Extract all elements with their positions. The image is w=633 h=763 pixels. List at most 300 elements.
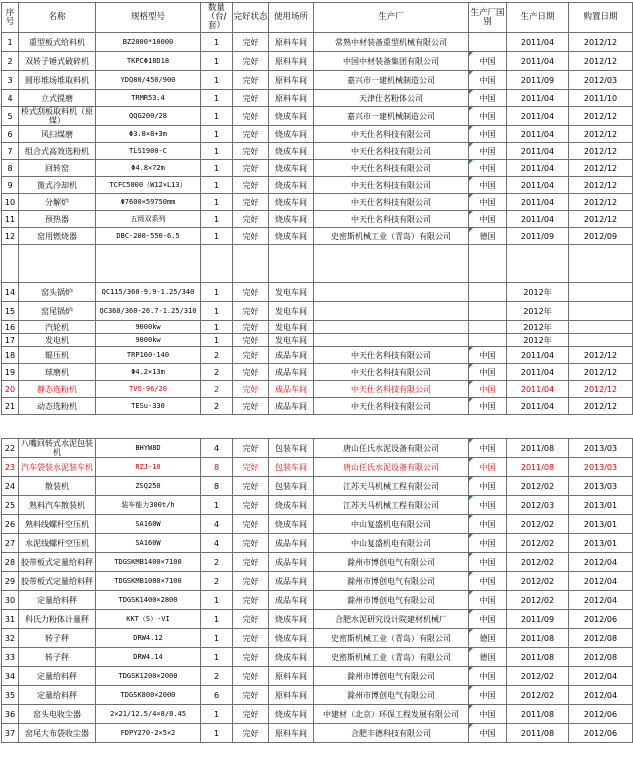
cell-maker: 中建材（北京）环保工程发展有限公司 bbox=[314, 705, 469, 724]
cell-no: 10 bbox=[2, 194, 19, 211]
cell-maker: 天津仕名粉体公司 bbox=[314, 90, 469, 107]
cell-place: 成品车间 bbox=[269, 364, 314, 381]
cell-date: 2012/02 bbox=[507, 572, 569, 591]
table-row bbox=[2, 334, 633, 347]
cell-qty: 2 bbox=[201, 381, 233, 398]
cell-buy: 2012/08 bbox=[569, 629, 633, 648]
cell-name: 散装机 bbox=[19, 477, 96, 496]
cell-date: 2011/08 bbox=[507, 705, 569, 724]
cell-state: 完好 bbox=[233, 381, 269, 398]
table-row bbox=[2, 283, 633, 302]
cell-no: 21 bbox=[2, 398, 19, 415]
cell-name: 窑头电收尘器 bbox=[19, 705, 96, 724]
cell-qty: 1 bbox=[201, 629, 233, 648]
cell-model: TDGSK1400×2800 bbox=[96, 591, 201, 610]
table-row bbox=[2, 126, 633, 143]
cell-maker: 中天仕名科技有限公司 bbox=[314, 160, 469, 177]
cell-name: 双转子锤式破碎机 bbox=[19, 52, 96, 71]
cell-maker: 史密斯机械工业（青岛）有限公司 bbox=[314, 629, 469, 648]
cell-place: 烧成车间 bbox=[269, 705, 314, 724]
cell-country bbox=[469, 33, 507, 52]
cell-state: 完好 bbox=[233, 177, 269, 194]
cell-buy bbox=[569, 245, 633, 283]
cell-no bbox=[2, 245, 19, 283]
cell-buy bbox=[569, 302, 633, 321]
cell-qty: 1 bbox=[201, 334, 233, 347]
col-header-state: 完好状态 bbox=[233, 3, 269, 33]
table-row bbox=[2, 211, 633, 228]
cell-qty: 4 bbox=[201, 515, 233, 534]
cell-model: 2×21/12.5/4×8/0.45 bbox=[96, 705, 201, 724]
cell-state: 完好 bbox=[233, 194, 269, 211]
cell-name: 定量给料秤 bbox=[19, 667, 96, 686]
cell-buy bbox=[569, 283, 633, 302]
cell-model: DRW4.14 bbox=[96, 648, 201, 667]
cell-no: 36 bbox=[2, 705, 19, 724]
cell-state bbox=[233, 245, 269, 283]
cell-maker: 合肥水泥研究设计院建材机械厂 bbox=[314, 610, 469, 629]
table-row bbox=[2, 667, 633, 686]
cell-qty: 4 bbox=[201, 534, 233, 553]
cell-date: 2011/08 bbox=[507, 648, 569, 667]
table-row bbox=[2, 724, 633, 743]
cell-place: 烧成车间 bbox=[269, 496, 314, 515]
table-row bbox=[2, 648, 633, 667]
cell-qty: 1 bbox=[201, 283, 233, 302]
cell-buy: 2012/12 bbox=[569, 52, 633, 71]
col-header-place: 使用场所 bbox=[269, 3, 314, 33]
cell-qty: 1 bbox=[201, 591, 233, 610]
cell-date: 2012/02 bbox=[507, 553, 569, 572]
cell-name: 组合式高效选粉机 bbox=[19, 143, 96, 160]
cell-maker: 滁州市博创电气有限公司 bbox=[314, 553, 469, 572]
cell-qty: 1 bbox=[201, 143, 233, 160]
cell-no: 16 bbox=[2, 321, 19, 334]
cell-no: 34 bbox=[2, 667, 19, 686]
cell-name: 科氏力粉体计量秤 bbox=[19, 610, 96, 629]
cell-place: 烧成车间 bbox=[269, 177, 314, 194]
cell-buy: 2012/12 bbox=[569, 398, 633, 415]
cell-state: 完好 bbox=[233, 629, 269, 648]
cell-buy: 2012/12 bbox=[569, 211, 633, 228]
cell-date: 2011/09 bbox=[507, 610, 569, 629]
col-header-no: 序号 bbox=[2, 3, 19, 33]
cell-country bbox=[469, 302, 507, 321]
cell-no: 31 bbox=[2, 610, 19, 629]
cell-model: 9000kw bbox=[96, 321, 201, 334]
cell-maker: 唐山任氏水泥设备有限公司 bbox=[314, 458, 469, 477]
cell-qty: 1 bbox=[201, 194, 233, 211]
cell-name: 发电机 bbox=[19, 334, 96, 347]
cell-model: KKT（S）-VI bbox=[96, 610, 201, 629]
cell-maker: 唐山任氏水泥设备有限公司 bbox=[314, 439, 469, 458]
cell-no: 28 bbox=[2, 553, 19, 572]
cell-buy: 2012/12 bbox=[569, 107, 633, 126]
cell-no: 33 bbox=[2, 648, 19, 667]
cell-state: 完好 bbox=[233, 347, 269, 364]
cell-place: 烧成车间 bbox=[269, 126, 314, 143]
cell-name: 静态选粉机 bbox=[19, 381, 96, 398]
cell-model: RZJ-10 bbox=[96, 458, 201, 477]
cell-date: 2012/02 bbox=[507, 667, 569, 686]
cell-place: 发电车间 bbox=[269, 302, 314, 321]
cell-state: 完好 bbox=[233, 572, 269, 591]
cell-date: 2011/09 bbox=[507, 71, 569, 90]
table-row bbox=[2, 553, 633, 572]
cell-place: 成品车间 bbox=[269, 534, 314, 553]
cell-country: 中国 bbox=[469, 194, 507, 211]
cell-place: 烧成车间 bbox=[269, 515, 314, 534]
cell-no: 11 bbox=[2, 211, 19, 228]
cell-country: 中国 bbox=[469, 211, 507, 228]
cell-place: 原料车间 bbox=[269, 667, 314, 686]
cell-buy: 2012/12 bbox=[569, 177, 633, 194]
cell-place: 成品车间 bbox=[269, 347, 314, 364]
cell-no: 12 bbox=[2, 228, 19, 245]
cell-model: TDGSKMB1000×7100 bbox=[96, 572, 201, 591]
cell-buy: 2012/12 bbox=[569, 194, 633, 211]
cell-maker: 中国中材装备集团有限公司 bbox=[314, 52, 469, 71]
cell-place: 原料车间 bbox=[269, 90, 314, 107]
table-row bbox=[2, 228, 633, 245]
cell-country: 中国 bbox=[469, 381, 507, 398]
cell-place: 原料车间 bbox=[269, 71, 314, 90]
cell-qty: 1 bbox=[201, 160, 233, 177]
cell-place: 烧成车间 bbox=[269, 143, 314, 160]
table-body-1 bbox=[2, 33, 633, 415]
cell-date: 2011/04 bbox=[507, 177, 569, 194]
cell-no: 1 bbox=[2, 33, 19, 52]
cell-country: 中国 bbox=[469, 705, 507, 724]
cell-model: TCFC5000（W12×L13） bbox=[96, 177, 201, 194]
cell-buy: 2012/04 bbox=[569, 553, 633, 572]
cell-qty: 2 bbox=[201, 398, 233, 415]
cell-no: 14 bbox=[2, 283, 19, 302]
cell-country: 中国 bbox=[469, 667, 507, 686]
cell-place: 发电车间 bbox=[269, 283, 314, 302]
cell-date: 2011/08 bbox=[507, 724, 569, 743]
cell-state: 完好 bbox=[233, 439, 269, 458]
cell-qty: 2 bbox=[201, 364, 233, 381]
cell-no: 4 bbox=[2, 90, 19, 107]
cell-name: 桥式刮板取料机（原煤） bbox=[19, 107, 96, 126]
cell-model: SA160W bbox=[96, 515, 201, 534]
cell-name: 动态选粉机 bbox=[19, 398, 96, 415]
cell-country: 中国 bbox=[469, 534, 507, 553]
cell-no: 29 bbox=[2, 572, 19, 591]
cell-place: 包装车间 bbox=[269, 458, 314, 477]
cell-date: 2012/02 bbox=[507, 534, 569, 553]
cell-buy: 2012/06 bbox=[569, 610, 633, 629]
cell-model: 五级双系列 bbox=[96, 211, 201, 228]
cell-date: 2012/02 bbox=[507, 477, 569, 496]
cell-model: DRW4.12 bbox=[96, 629, 201, 648]
table-row bbox=[2, 177, 633, 194]
cell-maker: 史密斯机械工业（青岛）有限公司 bbox=[314, 648, 469, 667]
cell-country bbox=[469, 321, 507, 334]
cell-qty: 1 bbox=[201, 90, 233, 107]
cell-no: 27 bbox=[2, 534, 19, 553]
cell-state: 完好 bbox=[233, 71, 269, 90]
cell-name: 汽轮机 bbox=[19, 321, 96, 334]
cell-place: 发电车间 bbox=[269, 321, 314, 334]
cell-state: 完好 bbox=[233, 496, 269, 515]
cell-state: 完好 bbox=[233, 302, 269, 321]
cell-state: 完好 bbox=[233, 667, 269, 686]
cell-country: 中国 bbox=[469, 71, 507, 90]
cell-country: 中国 bbox=[469, 364, 507, 381]
cell-date: 2011/04 bbox=[507, 381, 569, 398]
cell-maker: 中天仕名科技有限公司 bbox=[314, 364, 469, 381]
cell-qty: 2 bbox=[201, 667, 233, 686]
cell-model: TLS1900-C bbox=[96, 143, 201, 160]
cell-place: 成品车间 bbox=[269, 591, 314, 610]
cell-state: 完好 bbox=[233, 515, 269, 534]
cell-name: 水泥线螺杆空压机 bbox=[19, 534, 96, 553]
cell-no: 17 bbox=[2, 334, 19, 347]
cell-buy: 2013/01 bbox=[569, 534, 633, 553]
cell-qty: 8 bbox=[201, 458, 233, 477]
cell-maker: 中天仕名科技有限公司 bbox=[314, 177, 469, 194]
cell-maker: 江苏天马机械工程有限公司 bbox=[314, 477, 469, 496]
cell-country: 中国 bbox=[469, 686, 507, 705]
cell-name: 汽车袋装水泥装车机 bbox=[19, 458, 96, 477]
cell-no: 15 bbox=[2, 302, 19, 321]
cell-model bbox=[96, 245, 201, 283]
table-body-2 bbox=[2, 439, 633, 743]
cell-maker: 嘉兴市一建机械制造公司 bbox=[314, 107, 469, 126]
cell-maker: 中天仕名科技有限公司 bbox=[314, 381, 469, 398]
cell-country: 中国 bbox=[469, 347, 507, 364]
cell-name: 窑用燃烧器 bbox=[19, 228, 96, 245]
cell-no: 6 bbox=[2, 126, 19, 143]
cell-qty: 2 bbox=[201, 572, 233, 591]
cell-buy: 2012/12 bbox=[569, 160, 633, 177]
cell-name: 窑尾大布袋收尘器 bbox=[19, 724, 96, 743]
cell-model: ZSQ250 bbox=[96, 477, 201, 496]
cell-buy: 2011/10 bbox=[569, 90, 633, 107]
cell-qty: 6 bbox=[201, 686, 233, 705]
cell-date: 2011/09 bbox=[507, 228, 569, 245]
cell-state: 完好 bbox=[233, 228, 269, 245]
cell-place: 原料车间 bbox=[269, 33, 314, 52]
cell-state: 完好 bbox=[233, 724, 269, 743]
cell-model: Φ4.2×13m bbox=[96, 364, 201, 381]
cell-place: 烧成车间 bbox=[269, 194, 314, 211]
cell-state: 完好 bbox=[233, 553, 269, 572]
cell-no: 26 bbox=[2, 515, 19, 534]
cell-date bbox=[507, 245, 569, 283]
cell-name: 篦式冷却机 bbox=[19, 177, 96, 194]
cell-buy: 2012/12 bbox=[569, 126, 633, 143]
cell-buy: 2013/03 bbox=[569, 439, 633, 458]
cell-model: Φ3.8×8+3m bbox=[96, 126, 201, 143]
cell-country: 中国 bbox=[469, 143, 507, 160]
cell-name: 胶带板式定量给料秤 bbox=[19, 553, 96, 572]
cell-country: 中国 bbox=[469, 496, 507, 515]
cell-country: 中国 bbox=[469, 724, 507, 743]
cell-name: 窑尾锅炉 bbox=[19, 302, 96, 321]
table-row bbox=[2, 398, 633, 415]
cell-state: 完好 bbox=[233, 107, 269, 126]
cell-no: 8 bbox=[2, 160, 19, 177]
cell-no: 9 bbox=[2, 177, 19, 194]
cell-name: 预热器 bbox=[19, 211, 96, 228]
table-row bbox=[2, 686, 633, 705]
table-row bbox=[2, 572, 633, 591]
cell-date: 2012年 bbox=[507, 334, 569, 347]
cell-maker: 中天仕名科技有限公司 bbox=[314, 194, 469, 211]
table-row bbox=[2, 33, 633, 52]
cell-name: 八嘴回转式水泥包装机 bbox=[19, 439, 96, 458]
cell-place: 包装车间 bbox=[269, 439, 314, 458]
cell-country bbox=[469, 283, 507, 302]
header-row bbox=[2, 3, 633, 33]
cell-date: 2012/02 bbox=[507, 515, 569, 534]
cell-maker: 江苏天马机械工程有限公司 bbox=[314, 496, 469, 515]
cell-state: 完好 bbox=[233, 33, 269, 52]
table-row bbox=[2, 194, 633, 211]
cell-qty: 1 bbox=[201, 705, 233, 724]
table-row bbox=[2, 534, 633, 553]
cell-qty: 1 bbox=[201, 71, 233, 90]
cell-qty: 1 bbox=[201, 107, 233, 126]
table-row bbox=[2, 107, 633, 126]
cell-name: 定量给料秤 bbox=[19, 591, 96, 610]
cell-maker: 中天仕名科技有限公司 bbox=[314, 126, 469, 143]
col-header-name: 名称 bbox=[19, 3, 96, 33]
col-header-maker: 生产厂 bbox=[314, 3, 469, 33]
cell-qty: 1 bbox=[201, 33, 233, 52]
cell-model: BZ2000*10000 bbox=[96, 33, 201, 52]
cell-country bbox=[469, 245, 507, 283]
cell-state: 完好 bbox=[233, 283, 269, 302]
cell-buy: 2012/08 bbox=[569, 648, 633, 667]
cell-country: 中国 bbox=[469, 126, 507, 143]
cell-date: 2011/04 bbox=[507, 211, 569, 228]
cell-buy: 2012/04 bbox=[569, 572, 633, 591]
cell-model: Φ7600×59750mm bbox=[96, 194, 201, 211]
table-row bbox=[2, 321, 633, 334]
cell-country: 中国 bbox=[469, 610, 507, 629]
cell-place: 原料车间 bbox=[269, 724, 314, 743]
cell-no: 18 bbox=[2, 347, 19, 364]
cell-country: 中国 bbox=[469, 553, 507, 572]
cell-no: 30 bbox=[2, 591, 19, 610]
cell-maker: 滁州市博创电气有限公司 bbox=[314, 572, 469, 591]
cell-place: 原料车间 bbox=[269, 686, 314, 705]
cell-qty: 1 bbox=[201, 302, 233, 321]
cell-name bbox=[19, 245, 96, 283]
cell-date: 2012/03 bbox=[507, 496, 569, 515]
cell-model: TKPCΦ18D18 bbox=[96, 52, 201, 71]
cell-buy: 2012/12 bbox=[569, 33, 633, 52]
cell-buy: 2012/09 bbox=[569, 228, 633, 245]
cell-no: 35 bbox=[2, 686, 19, 705]
cell-model: BHYW8D bbox=[96, 439, 201, 458]
cell-date: 2011/04 bbox=[507, 33, 569, 52]
cell-name: 重型板式给料机 bbox=[19, 33, 96, 52]
table-row bbox=[2, 52, 633, 71]
cell-buy bbox=[569, 321, 633, 334]
cell-place: 烧成车间 bbox=[269, 610, 314, 629]
cell-state: 完好 bbox=[233, 591, 269, 610]
cell-place: 原料车间 bbox=[269, 52, 314, 71]
cell-maker: 合肥丰德科技有限公司 bbox=[314, 724, 469, 743]
cell-date: 2012年 bbox=[507, 321, 569, 334]
cell-model: TVS-96/20 bbox=[96, 381, 201, 398]
cell-qty bbox=[201, 245, 233, 283]
cell-maker: 史密斯机械工业（青岛）有限公司 bbox=[314, 228, 469, 245]
cell-qty: 1 bbox=[201, 648, 233, 667]
cell-country: 德国 bbox=[469, 629, 507, 648]
cell-name: 熟料线螺杆空压机 bbox=[19, 515, 96, 534]
cell-name: 回转窑 bbox=[19, 160, 96, 177]
cell-buy: 2012/06 bbox=[569, 705, 633, 724]
cell-maker bbox=[314, 302, 469, 321]
cell-country: 中国 bbox=[469, 107, 507, 126]
cell-buy: 2012/06 bbox=[569, 724, 633, 743]
col-header-buy: 购置日期 bbox=[569, 3, 633, 33]
cell-model: DBC-200-550-6.5 bbox=[96, 228, 201, 245]
table-row bbox=[2, 477, 633, 496]
cell-maker bbox=[314, 334, 469, 347]
cell-model: TRMR53.4 bbox=[96, 90, 201, 107]
cell-country: 中国 bbox=[469, 398, 507, 415]
table-row bbox=[2, 347, 633, 364]
cell-state: 完好 bbox=[233, 52, 269, 71]
cell-country: 德国 bbox=[469, 228, 507, 245]
cell-no: 22 bbox=[2, 439, 19, 458]
cell-model: QQG200/28 bbox=[96, 107, 201, 126]
cell-buy: 2012/12 bbox=[569, 381, 633, 398]
cell-no: 19 bbox=[2, 364, 19, 381]
cell-no: 7 bbox=[2, 143, 19, 160]
cell-no: 5 bbox=[2, 107, 19, 126]
col-header-model: 规格型号 bbox=[96, 3, 201, 33]
cell-buy: 2012/12 bbox=[569, 347, 633, 364]
cell-model: TRP160-140 bbox=[96, 347, 201, 364]
cell-country: 德国 bbox=[469, 648, 507, 667]
cell-state: 完好 bbox=[233, 211, 269, 228]
cell-model: YDQ80/450/900 bbox=[96, 71, 201, 90]
cell-name: 圆形堆场堆取料机 bbox=[19, 71, 96, 90]
table-row bbox=[2, 364, 633, 381]
cell-date: 2012/02 bbox=[507, 686, 569, 705]
cell-country: 中国 bbox=[469, 572, 507, 591]
cell-place: 成品车间 bbox=[269, 572, 314, 591]
equipment-table-part-2 bbox=[1, 438, 633, 743]
cell-date: 2011/04 bbox=[507, 364, 569, 381]
table-row bbox=[2, 90, 633, 107]
cell-qty: 1 bbox=[201, 211, 233, 228]
cell-qty: 4 bbox=[201, 439, 233, 458]
table-row bbox=[2, 458, 633, 477]
table-row bbox=[2, 515, 633, 534]
cell-model: QC360/360-26.7-1.25/310 bbox=[96, 302, 201, 321]
col-header-qty: 数量（台/套） bbox=[201, 3, 233, 33]
cell-name: 胶带板式定量给料秤 bbox=[19, 572, 96, 591]
cell-no: 24 bbox=[2, 477, 19, 496]
col-header-country: 生产厂国别 bbox=[469, 3, 507, 33]
cell-name: 定量给料秤 bbox=[19, 686, 96, 705]
cell-state: 完好 bbox=[233, 648, 269, 667]
cell-model: 装车能力300t/h bbox=[96, 496, 201, 515]
cell-no: 20 bbox=[2, 381, 19, 398]
cell-qty: 1 bbox=[201, 126, 233, 143]
cell-name: 风扫煤磨 bbox=[19, 126, 96, 143]
cell-name: 熟料汽车散装机 bbox=[19, 496, 96, 515]
